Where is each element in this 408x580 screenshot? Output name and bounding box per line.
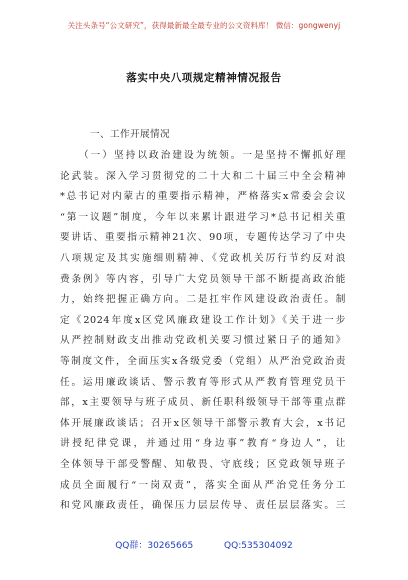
document-title: 落实中央八项规定精神情况报告 [126, 72, 282, 84]
body-line: 要讲话、重要指示精神21次、90项，专题传达学习了中央 [60, 232, 346, 244]
qq-group-label: QQ群：30265665 [115, 541, 194, 551]
body-line: （一）坚持以政治建设为统领。一是坚持不懈抓好理 [79, 150, 346, 161]
body-line: 论武装。深入学习贯彻党的二十大和二十届三中全会精神 [60, 170, 346, 182]
body-line: 费条例》等内容，引导广大党员领导干部不断提高政治能 [60, 273, 346, 285]
body-paragraph [60, 146, 346, 517]
body-line: 等制度文件，全面压实x各级党委（党组）从严治党政治责 [60, 355, 346, 367]
body-line: 从严控制财政支出推动党政机关要习惯过紧日子的通知》 [60, 335, 346, 347]
body-line: 成员全面履行“一岗双责”，落实全面从严治党任务分工 [60, 479, 346, 491]
body-line: “第一议题”制度，今年以来累计跟进学习*总书记相关重 [60, 211, 346, 223]
body-line: 和党风廉政责任，确保压力层层传导、责任层层落实。三 [60, 500, 346, 512]
qq-label: QQ:535304092 [224, 541, 293, 551]
section-heading: 一、工作开展情况 [90, 129, 170, 140]
body-line: 力，始终把握正确方向。二是扛牢作风建设政治责任。制 [60, 294, 346, 306]
header-banner: 关注头条号“公文研究”，获得最新最全最专业的公文资料库！ 微信：gongwenyj [67, 21, 341, 30]
body-line: 体开展廉政谈话；召开x区领导干部警示教育大会，x书记 [60, 417, 346, 429]
body-line: 八项规定及其实施细则精神、《党政机关厉行节约反对浪 [60, 252, 346, 264]
body-line: 全体领导干部受警醒、知敬畏、守底线；区党政领导班子 [60, 458, 346, 470]
footer-contact [0, 538, 408, 551]
body-line: 讲授纪律党课，并通过用“身边事”教育“身边人”，让 [60, 438, 346, 450]
body-line: *总书记对内蒙古的重要指示精神，严格落实x常委会会议 [60, 191, 346, 203]
body-line: 部，x主要领导与班子成员、新任职科级领导干部等重点群 [60, 397, 346, 409]
body-line: 任。运用廉政谈话、警示教育等形式从严教育管理党员干 [60, 376, 346, 388]
body-line: 定《2024年度x区党风廉政建设工作计划》《关于进一步 [60, 314, 346, 326]
